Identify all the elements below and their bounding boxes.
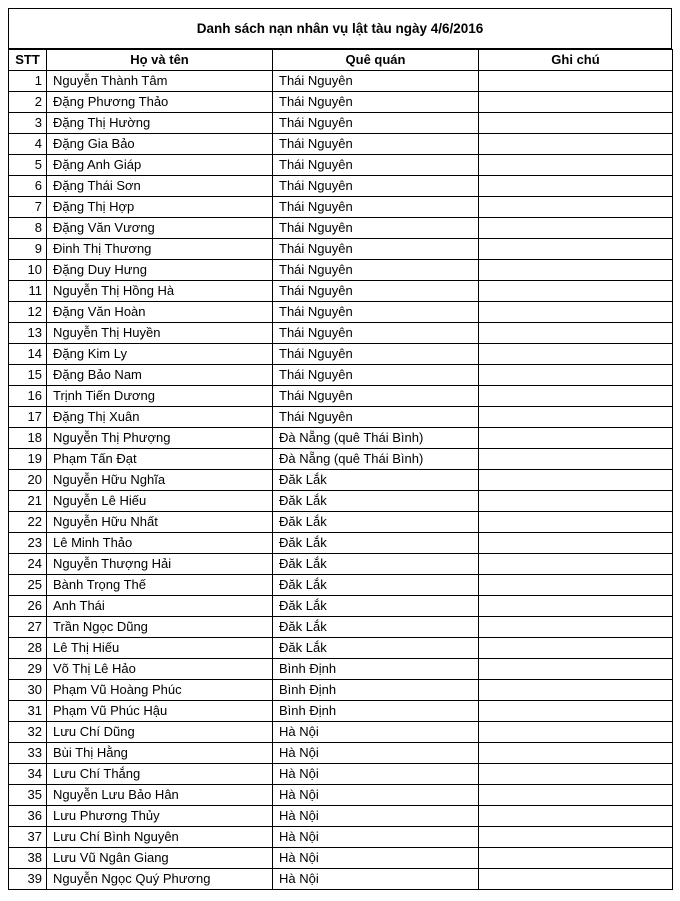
table-row xyxy=(9,785,673,806)
row-stt-cell: 19 xyxy=(9,449,47,470)
row-stt-cell: 11 xyxy=(9,281,47,302)
table-row xyxy=(9,659,673,680)
table-row xyxy=(9,281,673,302)
table-row xyxy=(9,512,673,533)
row-hometown-cell: Thái Nguyên xyxy=(273,365,479,386)
row-stt-cell: 13 xyxy=(9,323,47,344)
row-hometown-cell: Hà Nội xyxy=(273,848,479,869)
row-hometown-cell: Đăk Lắk xyxy=(273,533,479,554)
table-row xyxy=(9,218,673,239)
table-row xyxy=(9,407,673,428)
row-stt-cell: 4 xyxy=(9,134,47,155)
row-note-cell xyxy=(479,722,673,743)
row-stt-cell: 28 xyxy=(9,638,47,659)
row-note-cell xyxy=(479,869,673,890)
row-hometown-cell: Hà Nội xyxy=(273,743,479,764)
row-name-cell: Đặng Kim Ly xyxy=(47,344,273,365)
header-name: Họ và tên xyxy=(47,50,273,71)
row-note-cell xyxy=(479,848,673,869)
table-row xyxy=(9,617,673,638)
table-row xyxy=(9,428,673,449)
table-row xyxy=(9,680,673,701)
row-name-cell: Đặng Phương Thảo xyxy=(47,92,273,113)
row-hometown-cell: Thái Nguyên xyxy=(273,302,479,323)
row-hometown-cell: Đăk Lắk xyxy=(273,554,479,575)
row-note-cell xyxy=(479,113,673,134)
row-name-cell: Nguyễn Hữu Nhất xyxy=(47,512,273,533)
row-name-cell: Nguyễn Ngọc Quý Phương xyxy=(47,869,273,890)
row-name-cell: Đặng Anh Giáp xyxy=(47,155,273,176)
header-hometown: Quê quán xyxy=(273,50,479,71)
row-note-cell xyxy=(479,155,673,176)
header-row xyxy=(9,50,673,71)
row-hometown-cell: Thái Nguyên xyxy=(273,218,479,239)
row-note-cell xyxy=(479,533,673,554)
table-row xyxy=(9,176,673,197)
row-stt-cell: 33 xyxy=(9,743,47,764)
table-row xyxy=(9,197,673,218)
table-row xyxy=(9,596,673,617)
row-name-cell: Đặng Thị Xuân xyxy=(47,407,273,428)
row-stt-cell: 2 xyxy=(9,92,47,113)
row-hometown-cell: Hà Nội xyxy=(273,785,479,806)
row-stt-cell: 21 xyxy=(9,491,47,512)
row-name-cell: Nguyễn Thị Hồng Hà xyxy=(47,281,273,302)
row-stt-cell: 12 xyxy=(9,302,47,323)
table-row xyxy=(9,575,673,596)
row-hometown-cell: Thái Nguyên xyxy=(273,386,479,407)
row-hometown-cell: Thái Nguyên xyxy=(273,197,479,218)
row-stt-cell: 30 xyxy=(9,680,47,701)
row-note-cell xyxy=(479,407,673,428)
row-note-cell xyxy=(479,92,673,113)
row-note-cell xyxy=(479,239,673,260)
row-stt-cell: 9 xyxy=(9,239,47,260)
row-hometown-cell: Hà Nội xyxy=(273,764,479,785)
row-name-cell: Đặng Thị Hợp xyxy=(47,197,273,218)
row-note-cell xyxy=(479,470,673,491)
row-note-cell xyxy=(479,302,673,323)
row-note-cell xyxy=(479,806,673,827)
row-stt-cell: 8 xyxy=(9,218,47,239)
row-name-cell: Nguyễn Lưu Bảo Hân xyxy=(47,785,273,806)
table-row xyxy=(9,533,673,554)
table-row xyxy=(9,71,673,92)
row-note-cell xyxy=(479,638,673,659)
table-row xyxy=(9,92,673,113)
row-name-cell: Nguyễn Thị Phượng xyxy=(47,428,273,449)
row-note-cell xyxy=(479,617,673,638)
row-note-cell xyxy=(479,323,673,344)
row-hometown-cell: Đăk Lắk xyxy=(273,470,479,491)
row-stt-cell: 5 xyxy=(9,155,47,176)
row-note-cell xyxy=(479,764,673,785)
row-hometown-cell: Thái Nguyên xyxy=(273,407,479,428)
row-name-cell: Lưu Chí Dũng xyxy=(47,722,273,743)
row-note-cell xyxy=(479,596,673,617)
table-row xyxy=(9,701,673,722)
table-row xyxy=(9,260,673,281)
row-hometown-cell: Thái Nguyên xyxy=(273,155,479,176)
row-name-cell: Nguyễn Thành Tâm xyxy=(47,71,273,92)
table-row xyxy=(9,344,673,365)
table-row xyxy=(9,365,673,386)
row-stt-cell: 6 xyxy=(9,176,47,197)
row-note-cell xyxy=(479,365,673,386)
row-hometown-cell: Hà Nội xyxy=(273,869,479,890)
row-hometown-cell: Hà Nội xyxy=(273,827,479,848)
row-stt-cell: 24 xyxy=(9,554,47,575)
row-name-cell: Bành Trọng Thế xyxy=(47,575,273,596)
row-stt-cell: 10 xyxy=(9,260,47,281)
row-stt-cell: 39 xyxy=(9,869,47,890)
row-hometown-cell: Thái Nguyên xyxy=(273,176,479,197)
row-name-cell: Đặng Văn Vương xyxy=(47,218,273,239)
table-row xyxy=(9,491,673,512)
row-hometown-cell: Đà Nẵng (quê Thái Bình) xyxy=(273,428,479,449)
row-name-cell: Đinh Thị Thương xyxy=(47,239,273,260)
row-name-cell: Lưu Chí Thắng xyxy=(47,764,273,785)
row-name-cell: Đặng Thị Hường xyxy=(47,113,273,134)
row-hometown-cell: Thái Nguyên xyxy=(273,71,479,92)
row-hometown-cell: Bình Định xyxy=(273,701,479,722)
row-hometown-cell: Thái Nguyên xyxy=(273,323,479,344)
row-stt-cell: 35 xyxy=(9,785,47,806)
row-hometown-cell: Hà Nội xyxy=(273,722,479,743)
row-stt-cell: 34 xyxy=(9,764,47,785)
table-row xyxy=(9,743,673,764)
table-row xyxy=(9,554,673,575)
row-note-cell xyxy=(479,701,673,722)
row-name-cell: Võ Thị Lê Hảo xyxy=(47,659,273,680)
row-stt-cell: 1 xyxy=(9,71,47,92)
row-stt-cell: 7 xyxy=(9,197,47,218)
row-hometown-cell: Bình Định xyxy=(273,659,479,680)
header-stt: STT xyxy=(9,50,47,71)
row-name-cell: Anh Thái xyxy=(47,596,273,617)
row-name-cell: Bùi Thị Hằng xyxy=(47,743,273,764)
row-hometown-cell: Đăk Lắk xyxy=(273,575,479,596)
table-row xyxy=(9,722,673,743)
row-hometown-cell: Bình Định xyxy=(273,680,479,701)
row-stt-cell: 16 xyxy=(9,386,47,407)
row-stt-cell: 22 xyxy=(9,512,47,533)
row-stt-cell: 15 xyxy=(9,365,47,386)
row-stt-cell: 27 xyxy=(9,617,47,638)
row-stt-cell: 31 xyxy=(9,701,47,722)
table-row xyxy=(9,638,673,659)
row-note-cell xyxy=(479,281,673,302)
row-note-cell xyxy=(479,659,673,680)
table-row xyxy=(9,806,673,827)
row-stt-cell: 20 xyxy=(9,470,47,491)
row-hometown-cell: Hà Nội xyxy=(273,806,479,827)
row-note-cell xyxy=(479,554,673,575)
row-note-cell xyxy=(479,71,673,92)
row-hometown-cell: Thái Nguyên xyxy=(273,281,479,302)
table-row xyxy=(9,386,673,407)
table-row xyxy=(9,869,673,890)
row-hometown-cell: Đăk Lắk xyxy=(273,491,479,512)
row-note-cell xyxy=(479,197,673,218)
row-stt-cell: 26 xyxy=(9,596,47,617)
table-row xyxy=(9,155,673,176)
row-hometown-cell: Thái Nguyên xyxy=(273,239,479,260)
row-name-cell: Lê Thị Hiếu xyxy=(47,638,273,659)
row-hometown-cell: Đăk Lắk xyxy=(273,638,479,659)
table-row xyxy=(9,764,673,785)
row-name-cell: Nguyễn Hữu Nghĩa xyxy=(47,470,273,491)
row-note-cell xyxy=(479,785,673,806)
header-note: Ghi chú xyxy=(479,50,673,71)
row-stt-cell: 3 xyxy=(9,113,47,134)
row-stt-cell: 18 xyxy=(9,428,47,449)
row-hometown-cell: Đà Nẵng (quê Thái Bình) xyxy=(273,449,479,470)
row-name-cell: Đặng Gia Bảo xyxy=(47,134,273,155)
row-stt-cell: 23 xyxy=(9,533,47,554)
row-stt-cell: 38 xyxy=(9,848,47,869)
table-row xyxy=(9,323,673,344)
table-row xyxy=(9,239,673,260)
row-note-cell xyxy=(479,260,673,281)
row-note-cell xyxy=(479,512,673,533)
row-note-cell xyxy=(479,827,673,848)
row-name-cell: Phạm Tấn Đạt xyxy=(47,449,273,470)
row-note-cell xyxy=(479,449,673,470)
row-hometown-cell: Đăk Lắk xyxy=(273,596,479,617)
row-name-cell: Nguyễn Thị Huyền xyxy=(47,323,273,344)
row-note-cell xyxy=(479,386,673,407)
row-note-cell xyxy=(479,218,673,239)
table-row xyxy=(9,827,673,848)
row-stt-cell: 32 xyxy=(9,722,47,743)
victim-table xyxy=(8,49,673,890)
row-note-cell xyxy=(479,176,673,197)
row-stt-cell: 37 xyxy=(9,827,47,848)
table-row xyxy=(9,449,673,470)
table-row xyxy=(9,134,673,155)
row-name-cell: Lưu Phương Thủy xyxy=(47,806,273,827)
row-hometown-cell: Đăk Lắk xyxy=(273,617,479,638)
row-stt-cell: 25 xyxy=(9,575,47,596)
row-note-cell xyxy=(479,743,673,764)
row-hometown-cell: Thái Nguyên xyxy=(273,344,479,365)
row-name-cell: Nguyễn Thượng Hải xyxy=(47,554,273,575)
row-name-cell: Đặng Văn Hoàn xyxy=(47,302,273,323)
row-name-cell: Phạm Vũ Hoàng Phúc xyxy=(47,680,273,701)
row-note-cell xyxy=(479,344,673,365)
row-hometown-cell: Thái Nguyên xyxy=(273,134,479,155)
row-note-cell xyxy=(479,680,673,701)
row-note-cell xyxy=(479,428,673,449)
table-row xyxy=(9,470,673,491)
row-name-cell: Đặng Thái Sơn xyxy=(47,176,273,197)
row-stt-cell: 36 xyxy=(9,806,47,827)
row-stt-cell: 14 xyxy=(9,344,47,365)
row-name-cell: Lê Minh Thảo xyxy=(47,533,273,554)
row-hometown-cell: Thái Nguyên xyxy=(273,113,479,134)
row-note-cell xyxy=(479,491,673,512)
row-note-cell xyxy=(479,575,673,596)
row-stt-cell: 17 xyxy=(9,407,47,428)
row-stt-cell: 29 xyxy=(9,659,47,680)
row-name-cell: Lưu Vũ Ngân Giang xyxy=(47,848,273,869)
row-hometown-cell: Thái Nguyên xyxy=(273,260,479,281)
victim-list-sheet xyxy=(8,8,672,890)
table-row xyxy=(9,113,673,134)
row-name-cell: Trần Ngọc Dũng xyxy=(47,617,273,638)
row-name-cell: Lưu Chí Bình Nguyên xyxy=(47,827,273,848)
row-name-cell: Đặng Duy Hưng xyxy=(47,260,273,281)
row-hometown-cell: Đăk Lắk xyxy=(273,512,479,533)
row-name-cell: Nguyễn Lê Hiếu xyxy=(47,491,273,512)
row-note-cell xyxy=(479,134,673,155)
sheet-title: Danh sách nạn nhân vụ lật tàu ngày 4/6/2016 xyxy=(9,9,672,49)
row-name-cell: Đặng Bảo Nam xyxy=(47,365,273,386)
row-name-cell: Trịnh Tiến Dương xyxy=(47,386,273,407)
row-name-cell: Phạm Vũ Phúc Hậu xyxy=(47,701,273,722)
table-row xyxy=(9,848,673,869)
row-hometown-cell: Thái Nguyên xyxy=(273,92,479,113)
table-row xyxy=(9,302,673,323)
